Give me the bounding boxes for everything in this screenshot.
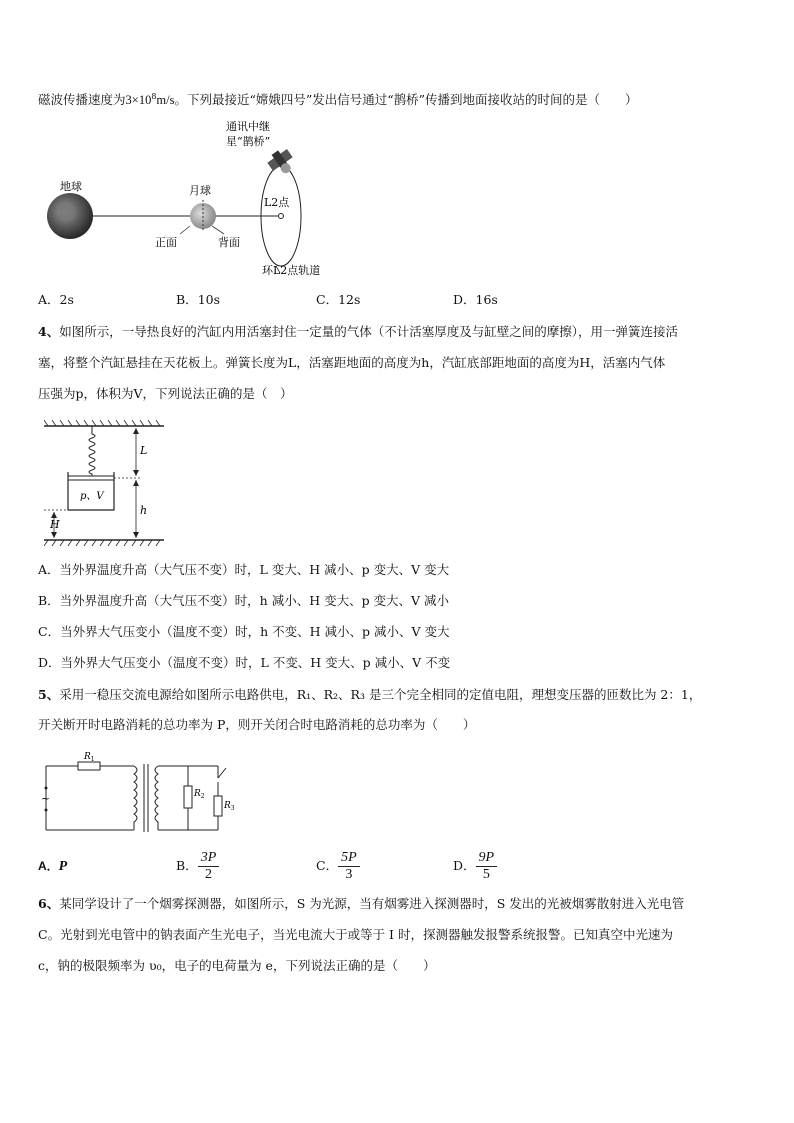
q6-number: 6、 — [38, 896, 60, 911]
satellite-label-2: 星“鹊桥” — [226, 135, 271, 148]
secondary-coil — [155, 766, 158, 830]
q6-text-3: c，钠的极限频率为 υ₀，电子的电荷量为 e，下列说法正确的是（ ） — [38, 958, 436, 973]
primary-coil — [134, 766, 137, 830]
q4-option-b[interactable]: B．当外界温度升高（大气压不变）时，h 减小、H 变大、p 变大、V 减小 — [38, 593, 450, 608]
front-label: 正面 — [155, 236, 177, 249]
piston — [68, 476, 114, 480]
q5-option-b-fraction — [198, 850, 220, 883]
q3-option-d-text: 16s — [475, 292, 498, 307]
q5-option-c-letter: C． — [316, 858, 339, 873]
q3-intro — [38, 88, 638, 109]
q3-option-b[interactable] — [176, 291, 220, 309]
q5-option-a-letter: A． — [38, 859, 59, 873]
q4-text-2: 塞，将整个汽缸悬挂在天花板上。弹簧长度为L，活塞距地面的高度为h，汽缸底部距地面的高度为H，活塞内气体 — [38, 355, 666, 370]
q5-option-b-den: 2 — [204, 867, 212, 882]
q6-text-1: 某同学设计了一个烟雾探测器，如图所示，S 为光源，当有烟雾进入探测器时，S 发出的光被烟雾散射进入光电管 — [59, 896, 685, 911]
q5-option-d-num: 9P — [476, 850, 498, 867]
q3-intro-unit: m/s — [156, 93, 175, 108]
q5-figure — [40, 750, 250, 832]
r1-resistor — [78, 762, 100, 770]
q6-line-1 — [38, 895, 684, 913]
pv-label: p、V — [80, 491, 104, 502]
q5-option-c-fraction — [338, 850, 360, 883]
q4-option-a[interactable]: A．当外界温度升高（大气压不变）时，L 变大、H 减小、p 变大、V 变大 — [38, 562, 450, 577]
r3-label: $R_3$ — [224, 801, 235, 812]
satellite-label-1: 通讯中继 — [226, 120, 270, 133]
q5-number: 5、 — [38, 687, 60, 702]
source-label: ~ — [41, 792, 51, 805]
q3-option-a-letter: A． — [38, 292, 60, 307]
q3-figure — [40, 118, 360, 288]
q3-option-b-text: 10s — [197, 292, 221, 307]
q5-option-c-num: 5P — [338, 850, 360, 867]
q3-option-a[interactable] — [38, 291, 74, 309]
L-label: L — [140, 444, 148, 457]
earth-label: 地球 — [60, 180, 82, 193]
q3-option-d[interactable] — [453, 291, 498, 309]
q5-option-c-den: 3 — [345, 867, 353, 882]
q3-intro-part2: 。下列最接近“嫦娥四号”发出信号通过“鹊桥”传播到地面接收站的时间的是（ ） — [174, 92, 638, 108]
q6-line-2 — [38, 926, 673, 944]
q5-option-b-letter: B． — [176, 858, 198, 873]
q4-text-3: 压强为p，体积为V，下列说法正确的是（ ） — [38, 386, 293, 401]
q5-text-2: 开关断开时电路消耗的总功率为 P，则开关闭合时电路消耗的总功率为（ ） — [38, 717, 476, 732]
q4-number: 4、 — [38, 324, 60, 339]
q5-option-c[interactable] — [316, 847, 360, 885]
r3-resistor — [214, 796, 222, 816]
back-label: 背面 — [218, 236, 240, 249]
q3-intro-part1: 磁波传播速度为 — [38, 92, 126, 108]
q5-option-d[interactable] — [453, 847, 497, 885]
q3-option-b-letter: B． — [176, 292, 198, 307]
r2-resistor — [184, 786, 192, 808]
q5-option-a[interactable] — [38, 857, 67, 876]
q4-line-1 — [38, 323, 678, 341]
q5-line-2 — [38, 716, 475, 734]
q5-option-d-letter: D． — [453, 858, 476, 873]
q5-option-b-num: 3P — [198, 850, 220, 867]
q5-line-1 — [38, 686, 701, 704]
q3-intro-exp: 8 — [151, 92, 157, 101]
r2-label: $R_2$ — [194, 789, 205, 800]
q5-option-b[interactable] — [176, 847, 219, 885]
q3-option-c-letter: C． — [316, 292, 339, 307]
q3-option-d-letter: D． — [453, 292, 476, 307]
q4-option-c[interactable]: C．当外界大气压变小（温度不变）时，h 不变、H 减小、p 减小、V 变大 — [38, 624, 450, 639]
switch — [218, 768, 226, 778]
spring — [89, 426, 95, 478]
q4-line-3 — [38, 385, 293, 403]
q5-text-1: 采用一稳压交流电源给如图所示电路供电，R₁、R₂、R₃ 是三个完全相同的定值电阻，理想变压器的匝数比为 2：1， — [59, 687, 702, 702]
q3-option-c-text: 12s — [338, 292, 361, 307]
orbit-label: 环L2点轨道 — [262, 264, 321, 277]
q4-option-d[interactable]: D．当外界大气压变小（温度不变）时，L 不变、H 变大、p 减小、V 不变 — [38, 655, 451, 670]
l2-label: L2点 — [264, 196, 290, 209]
q5-option-a-text: P — [58, 859, 68, 874]
q4-figure — [44, 420, 174, 546]
q3-intro-value: 3×10 — [125, 93, 152, 108]
moon-label: 月球 — [189, 184, 211, 197]
q5-option-d-fraction — [476, 850, 498, 883]
q6-line-3 — [38, 957, 435, 975]
q6-text-2: C。光射到光电管中的钠表面产生光电子，当光电流大于或等于 I 时，探测器触发报警系统报警。已知真空中光速为 — [38, 927, 673, 942]
q5-option-d-den: 5 — [482, 867, 490, 882]
q3-option-c[interactable] — [316, 291, 360, 309]
H-label: H — [50, 518, 60, 531]
q4-line-2 — [38, 354, 665, 372]
h-label: h — [140, 504, 148, 517]
l2-point — [279, 214, 284, 219]
q4-text-1: 如图所示，一导热良好的汽缸内用活塞封住一定量的气体（不计活塞厚度及与缸壁之间的摩擦），用一弹簧连接活 — [59, 324, 678, 339]
r1-label: $R_1$ — [84, 752, 95, 763]
q3-option-a-text: 2s — [59, 292, 74, 307]
